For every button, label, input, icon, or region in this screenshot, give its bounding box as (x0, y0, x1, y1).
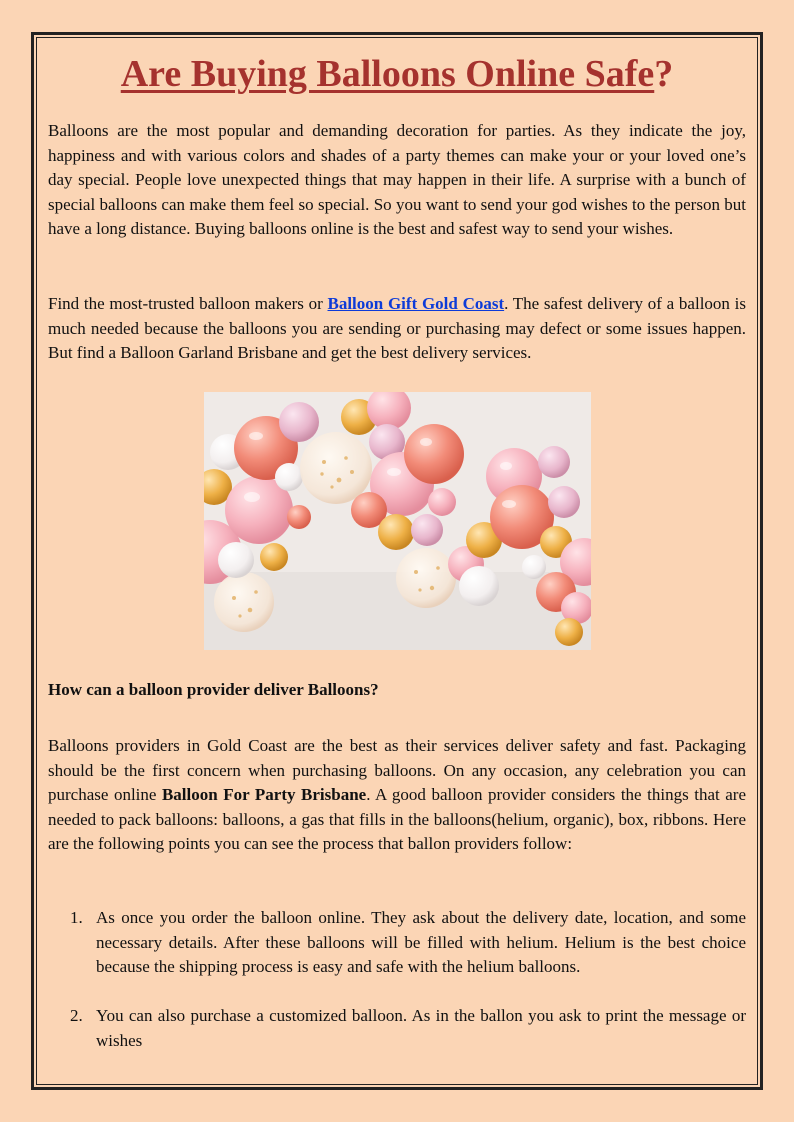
paragraph-text: Balloons providers in Gold Coast are the best as their services deliver safety and fast. Packaging should be the first concern when purchasing balloons. On any occasion, any celebration you can purchase online (48, 736, 746, 805)
balloon-garland-image (204, 392, 591, 650)
list-item-text: You can also purchase a customized balloon. As in the ballon you ask to print the message or wishes (96, 1006, 746, 1050)
list-item (48, 906, 746, 980)
list-item (48, 1004, 746, 1053)
section-heading: How can a balloon provider deliver Balloons? (48, 680, 379, 699)
process-list (48, 906, 746, 1078)
paragraph-text: . A good balloon provider considers the things that are needed to pack balloons: balloons, a gas that fills in the balloons(helium, organic), box, ribbons. Here are the following points you can see the process that ballon providers follow: (48, 785, 746, 854)
bold-keyword: Balloon For Party Brisbane (161, 785, 367, 805)
page-title (48, 48, 746, 100)
list-number: 1. (70, 908, 83, 927)
list-number: 2. (70, 1006, 83, 1026)
paragraph-trusted-makers (48, 292, 746, 366)
paragraph-text: . The safest delivery of a balloon is much needed because the balloons you are sending or purchasing may defect or some issues happen. But find a Balloon Garland Brisbane and get the best delivery services. (48, 294, 746, 363)
paragraph-text: Find the most-trusted balloon makers or (48, 294, 328, 313)
page-title-mark: ? (654, 53, 674, 95)
document-body (48, 48, 746, 1050)
balloon-garland-photo (204, 392, 591, 650)
paragraph-providers (48, 734, 746, 857)
balloon-gift-gold-coast-link[interactable]: Balloon Gift Gold Coast (327, 294, 505, 313)
list-item-text: As once you order the balloon online. They ask about the delivery date, location, and some necessary details. After these balloons will be filled with helium. Helium is the best choice because the shipping process is easy and safe with the helium balloons. (96, 908, 746, 977)
intro-paragraph: Balloons are the most popular and demanding decoration for parties. As they indicate the joy, happiness and with various colors and shades of a party themes can make your or your loved one’s day special. People love unexpected things that may happen in their life. A surprise with a bunch of special balloons can make them feel so special. So you want to send your god wishes to the person but have a long distance. Buying balloons online is the best and safest way to send your wishes. (48, 121, 746, 239)
page-title-text: Are Buying Balloons Online Safe (120, 53, 655, 95)
